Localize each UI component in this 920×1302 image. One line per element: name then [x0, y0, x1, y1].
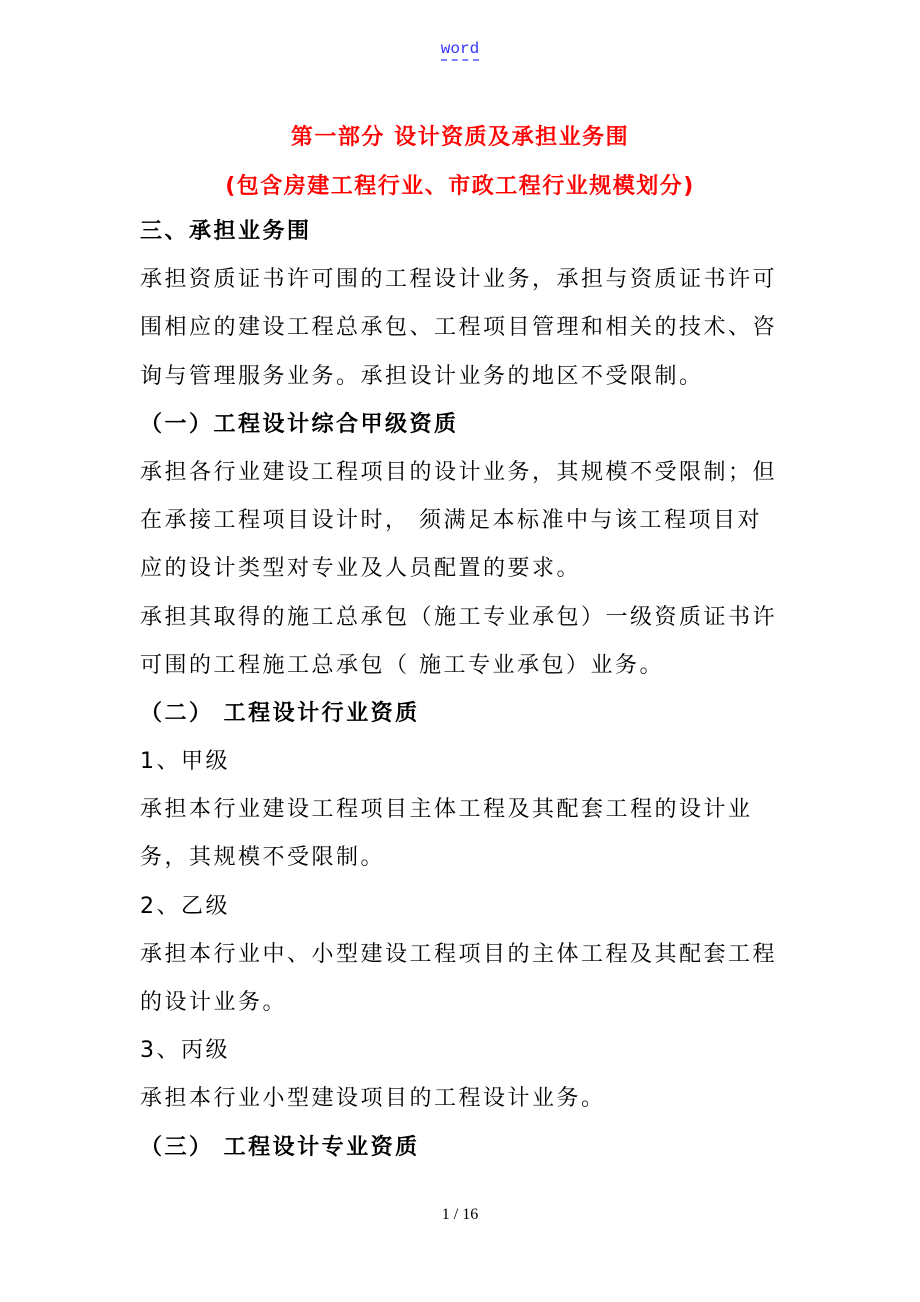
document-body	[140, 216, 800, 1180]
body-text-line: 承担资质证书许可围的工程设计业务，承担与资质证书许可	[140, 267, 778, 293]
body-text-line: 2、乙级	[140, 893, 230, 919]
body-text-line: 在承接工程项目设计时， 须满足本标准中与该工程项目对	[140, 508, 762, 534]
body-text-line: 承担各行业建设工程项目的设计业务，其规模不受限制；但	[140, 459, 778, 485]
body-text-line: 承担本行业中、小型建设工程项目的主体工程及其配套工程	[140, 941, 778, 967]
header-word-link[interactable]: word	[441, 40, 479, 61]
section-heading: （一）工程设计综合甲级资质	[140, 411, 459, 437]
body-text-line: 可围的工程施工总承包（ 施工专业承包）业务。	[140, 652, 664, 678]
body-text-line: 务，其规模不受限制。	[140, 845, 386, 871]
body-text-line: 承担本行业小型建设项目的工程设计业务。	[140, 1086, 606, 1112]
body-text-line: 1、甲级	[140, 749, 230, 775]
section-heading: （二） 工程设计行业资质	[140, 700, 420, 726]
body-text-line: 承担本行业建设工程项目主体工程及其配套工程的设计业	[140, 797, 753, 823]
body-text-line: 的设计业务。	[140, 990, 288, 1015]
body-text-line: 承担其取得的施工总承包（施工专业承包）一级资质证书许	[140, 604, 778, 630]
body-text-line: 围相应的建设工程总承包、工程项目管理和相关的技术、咨	[140, 315, 778, 341]
body-text-line: 询与管理服务业务。承担设计业务的地区不受限制。	[140, 363, 704, 389]
body-text-line: 3、丙级	[140, 1038, 230, 1064]
section-heading: 三、承担业务围	[140, 219, 312, 244]
page-header	[0, 40, 920, 58]
document-title: 第一部分 设计资质及承担业务围	[290, 125, 630, 150]
section-heading: （三） 工程设计专业资质	[140, 1134, 420, 1160]
document-subtitle: (包含房建工程行业、市政工程行业规模划分)	[225, 174, 695, 199]
body-text-line: 应的设计类型对专业及人员配置的要求。	[140, 556, 582, 582]
page-number: 1 / 16	[441, 1206, 479, 1223]
